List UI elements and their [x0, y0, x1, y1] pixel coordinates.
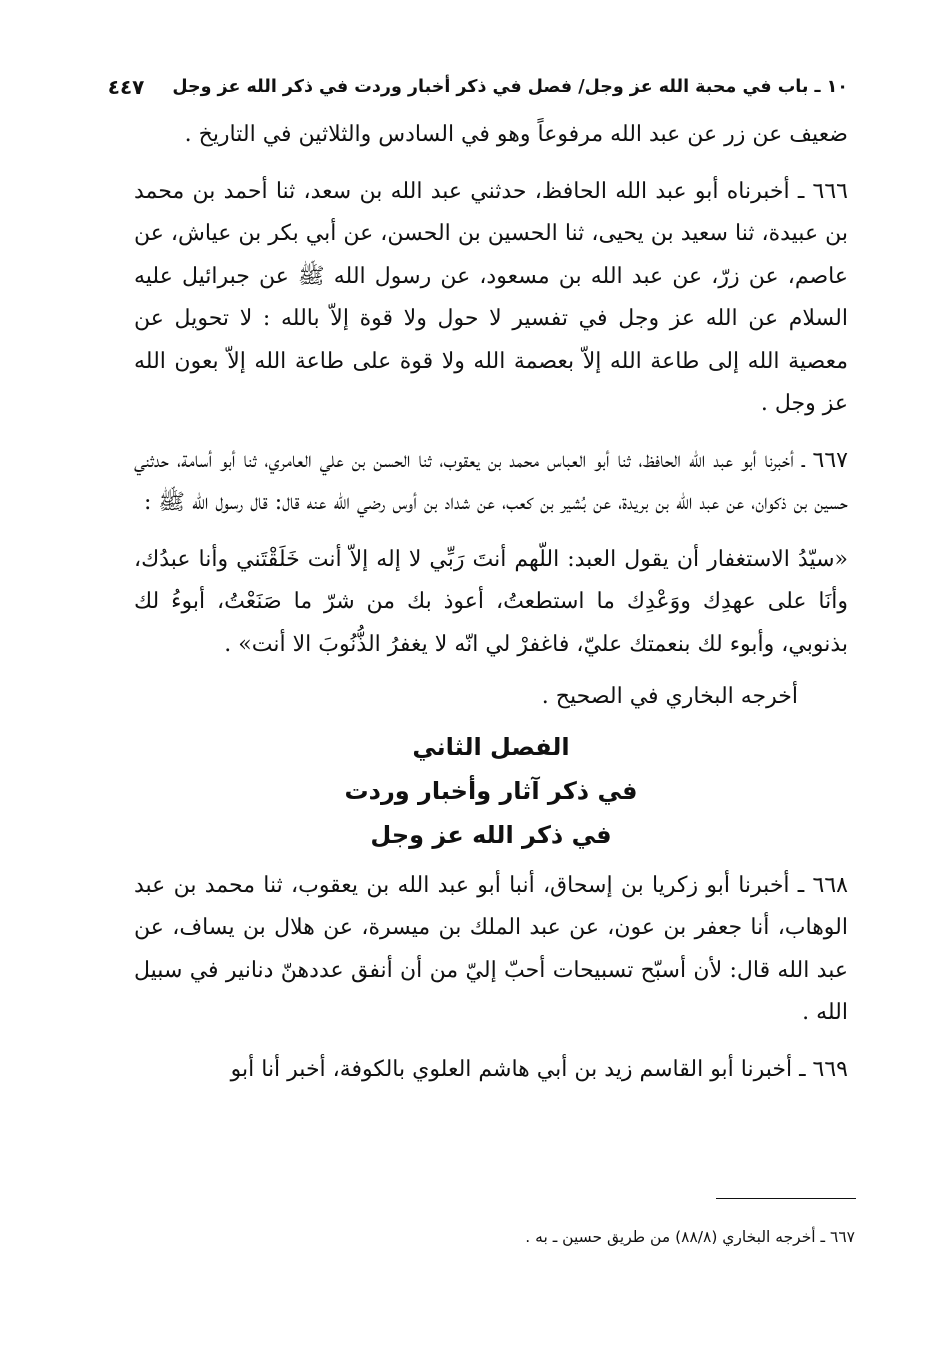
heading-line-1: الفصل الثاني: [412, 732, 570, 761]
hadith-667-text: «سيّدُ الاستغفار أن يقول العبد: اللّهم أنتَ رَبِّي لا إله إلاّ أنت خَلَقْتَني وأنا عبدُك، وأنَا على عهدِك ووَعْدِك ما استطعتُ، أعوذ بك من شرّ ما صَنَعْتُ، أبوءُ لك بذنوبي، وأبوء لك بنعمتك عليّ، فاغفرْ لي انّه لا يغفرُ الذُّنُوبَ الا أنت» .: [134, 546, 848, 657]
hadith-669: ٦٦٩ ـ أخبرنا أبو القاسم زيد بن أبي هاشم العلوي بالكوفة، أخبر أنا أبو: [230, 1056, 848, 1082]
hadith-668: ٦٦٨ ـ أخبرنا أبو زكريا بن إسحاق، أنبا أبو عبد الله بن يعقوب، ثنا محمد بن عبد الوهاب، أنا جعفر بن عون، عن عبد الملك بن ميسرة، عن هلال بن يساف، عن عبد الله قال: لأن أسبّح تسبيحات أحبّ إليّ من أن أنفق عددهنّ دنانير في سبيل الله .: [134, 872, 848, 1025]
footnote: ٦٦٧ ـ أخرجه البخاري (٨٨/٨) من طريق حسين ـ به .: [525, 1228, 855, 1246]
running-header: [107, 60, 848, 114]
running-title: ١٠ ـ باب في محبة الله عز وجل/ فصل في ذكر أخبار وردت في ذكر الله عز وجل: [172, 77, 848, 97]
page-number: ٤٤٧: [107, 75, 145, 99]
hadith-667: ٦٦٧ ـ أخبرنا أبو عبد الله الحافظ، ثنا أبو العباس محمد بن يعقوب، ثنا الحسن بن علي العامري، ثنا أبو أسامة، حدثني حسين بن ذكوان، عن عبد الله بن بريدة، عن بُشير بن كعب، عن شداد بن أوس رضي الله عنه قال: قال رسول الله ﷺ :: [134, 447, 848, 515]
page-body: [107, 60, 848, 1091]
source-note: أخرجه البخاري في الصحيح .: [541, 684, 798, 709]
heading-line-2: في ذكر آثار وأخبار وردت: [344, 776, 638, 805]
hadith-666: ٦٦٦ ـ أخبرناه أبو عبد الله الحافظ، حدثني عبد الله بن سعد، ثنا أحمد بن محمد بن عبيدة، ثنا سعيد بن يحيى، ثنا الحسين بن الحسن، عن أبي بكر بن عياش، عن عاصم، عن زرّ، عن عبد الله بن مسعود، عن رسول الله ﷺ عن جبرائيل عليه السلام عن الله عز وجل في تفسير لا حول ولا قوة إلاّ بالله : لا تحويل عن معصية الله إلى طاعة الله إلاّ بعصمة الله ولا قوة على طاعة الله إلاّ بعون الله عز وجل .: [134, 178, 848, 416]
heading-line-3: في ذكر الله عز وجل: [370, 820, 612, 849]
footnote-rule: [134, 1198, 856, 1199]
section-heading: [134, 725, 848, 857]
paragraph-continuation: ضعيف عن زر عن عبد الله مرفوعاً وهو في السادس والثلاثين في التاريخ .: [184, 122, 848, 147]
